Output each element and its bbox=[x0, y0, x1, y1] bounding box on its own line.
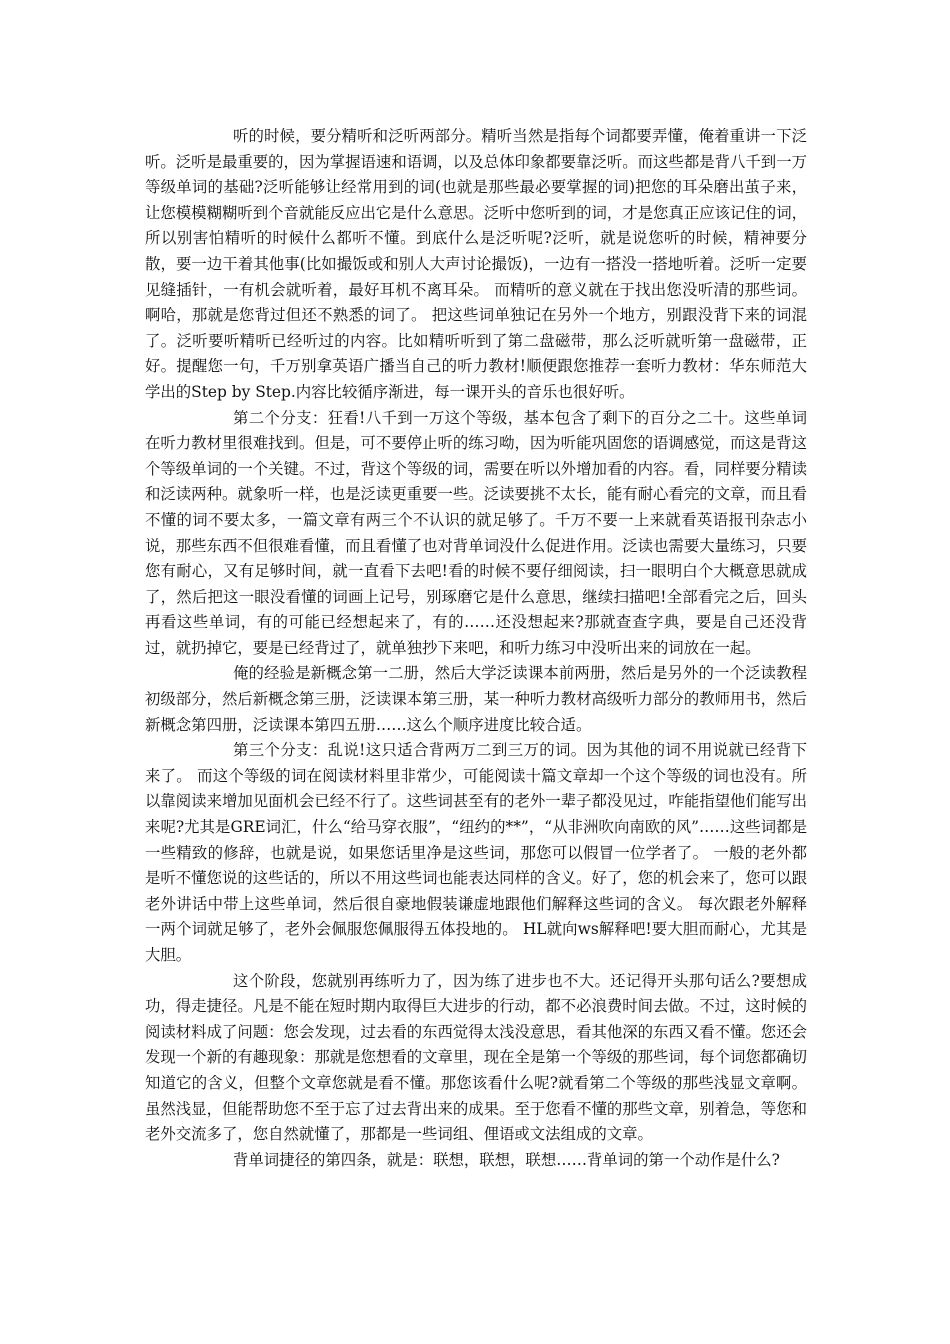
paragraph-listening: 听的时候，要分精听和泛听两部分。精听当然是指每个词都要弄懂，俺着重讲一下泛听。泛听是最重要的，因为掌握语速和语调，以及总体印象都要靠泛听。而这些都是背八千到一万等级单词的基础?泛听能够让经常用到的词(也就是那些最必要掌握的词)把您的耳朵磨出茧子来，让您模模糊糊听到个音就能反应出它是什么意思。泛听中您听到的词，才是您真正应该记住的词，所以别害怕精听的时候什么都听不懂。到底什么是泛听呢?泛听，就是说您听的时候，精神要分散，要一边干着其他事(比如撮饭或和别人大声讨论撮饭)，一边有一搭没一搭地听着。泛听一定要见缝插针，一有机会就听着，最好耳机不离耳朵。 而精听的意义就在于找出您没听清的那些词。啊哈，那就是您背过但还不熟悉的词了。 把这些词单独记在另外一个地方，别跟没背下来的词混了。泛听要听精听已经听过的内容。比如精听听到了第二盘磁带，那么泛听就听第一盘磁带，正好。提醒您一句，千万别拿英语广播当自己的听力教材!顺便跟您推荐一套听力教材：华东师范大学出的Step by Step.内容比较循序渐进，每一课开头的音乐也很好听。 bbox=[145, 127, 807, 401]
paragraph-textbook-sequence: 俺的经验是新概念第一二册，然后大学泛读课本前两册，然后是另外的一个泛读教程初级部分，然后新概念第三册，泛读课本第三册，某一种听力教材高级听力部分的教师用书，然后新概念第四册，泛读课本第四五册……这么个顺序进度比较合适。 bbox=[145, 664, 807, 734]
paragraph-stage-advice: 这个阶段，您就别再练听力了，因为练了进步也不大。还记得开头那句话么?要想成功，得走捷径。凡是不能在短时期内取得巨大进步的行动，都不必浪费时间去做。不过，这时候的阅读材料成了问题：您会发现，过去看的东西觉得太浅没意思，看其他深的东西又看不懂。您还会发现一个新的有趣现象：那就是您想看的文章里，现在全是第一个等级的那些词，每个词您都确切知道它的含义，但整个文章您就是看不懂。那您该看什么呢?就看第二个等级的那些浅显文章啊。虽然浅显，但能帮助您不至于忘了过去背出来的成果。至于您看不懂的那些文章，别着急，等您和老外交流多了，您自然就懂了，那都是一些词组、俚语或文法组成的文章。 bbox=[145, 971, 807, 1144]
paragraph-second-branch-reading: 第二个分支：狂看!八千到一万这个等级，基本包含了剩下的百分之二十。这些单词在听力教材里很难找到。但是，可不要停止听的练习呦，因为听能巩固您的语调感觉，而这是背这个等级单词的一个关键。不过，背这个等级的词，需要在听以外增加看的内容。看，同样要分精读和泛读两种。就象听一样，也是泛读更重要一些。泛读要挑不太长，能有耐心看完的文章，而且看不懂的词不要太多，一篇文章有两三个不认识的就足够了。千万不要一上来就看英语报刊杂志小说，那些东西不但很难看懂，而且看懂了也对背单词没什么促进作用。泛读也需要大量练习，只要您有耐心，又有足够时间，就一直看下去吧!看的时候不要仔细阅读，扫一眼明白个大概意思就成了，然后把这一眼没看懂的词画上记号，别琢磨它是什么意思，继续扫描吧!全部看完之后，回头再看这些单词，有的可能已经想起来了，有的……还没想起来?那就查查字典，要是自己还没背过，就扔掉它，要是已经背过了，就单独抄下来吧，和听力练习中没听出来的词放在一起。 bbox=[145, 408, 807, 657]
paragraph-fourth-tip: 背单词捷径的第四条，就是：联想，联想，联想……背单词的第一个动作是什么? bbox=[233, 1150, 780, 1169]
document-body bbox=[145, 124, 807, 1173]
paragraph-third-branch-speaking: 第三个分支：乱说!这只适合背两万二到三万的词。因为其他的词不用说就已经背下来了。 而这个等级的词在阅读材料里非常少，可能阅读十篇文章却一个这个等级的词也没有。所以靠阅读来增加见面机会已经不行了。这些词甚至有的老外一辈子都没见过，咋能指望他们能写出来呢?尤其是GRE词汇，什么“给马穿衣服”，“纽约的**”，“从非洲吹向南欧的风”……这些词都是一些精致的修辞，也就是说，如果您话里净是这些词，那您可以假冒一位学者了。 一般的老外都是听不懂您说的这些话的，所以不用这些词也能表达同样的含义。好了，您的机会来了，您可以跟老外讲话中带上这些单词，然后很自豪地假装谦虚地跟他们解释这些词的含义。 每次跟老外解释一两个词就足够了，老外会佩服您佩服得五体投地的。 HL就向ws解释吧!要大胆而耐心，尤其是大胆。 bbox=[145, 741, 807, 964]
